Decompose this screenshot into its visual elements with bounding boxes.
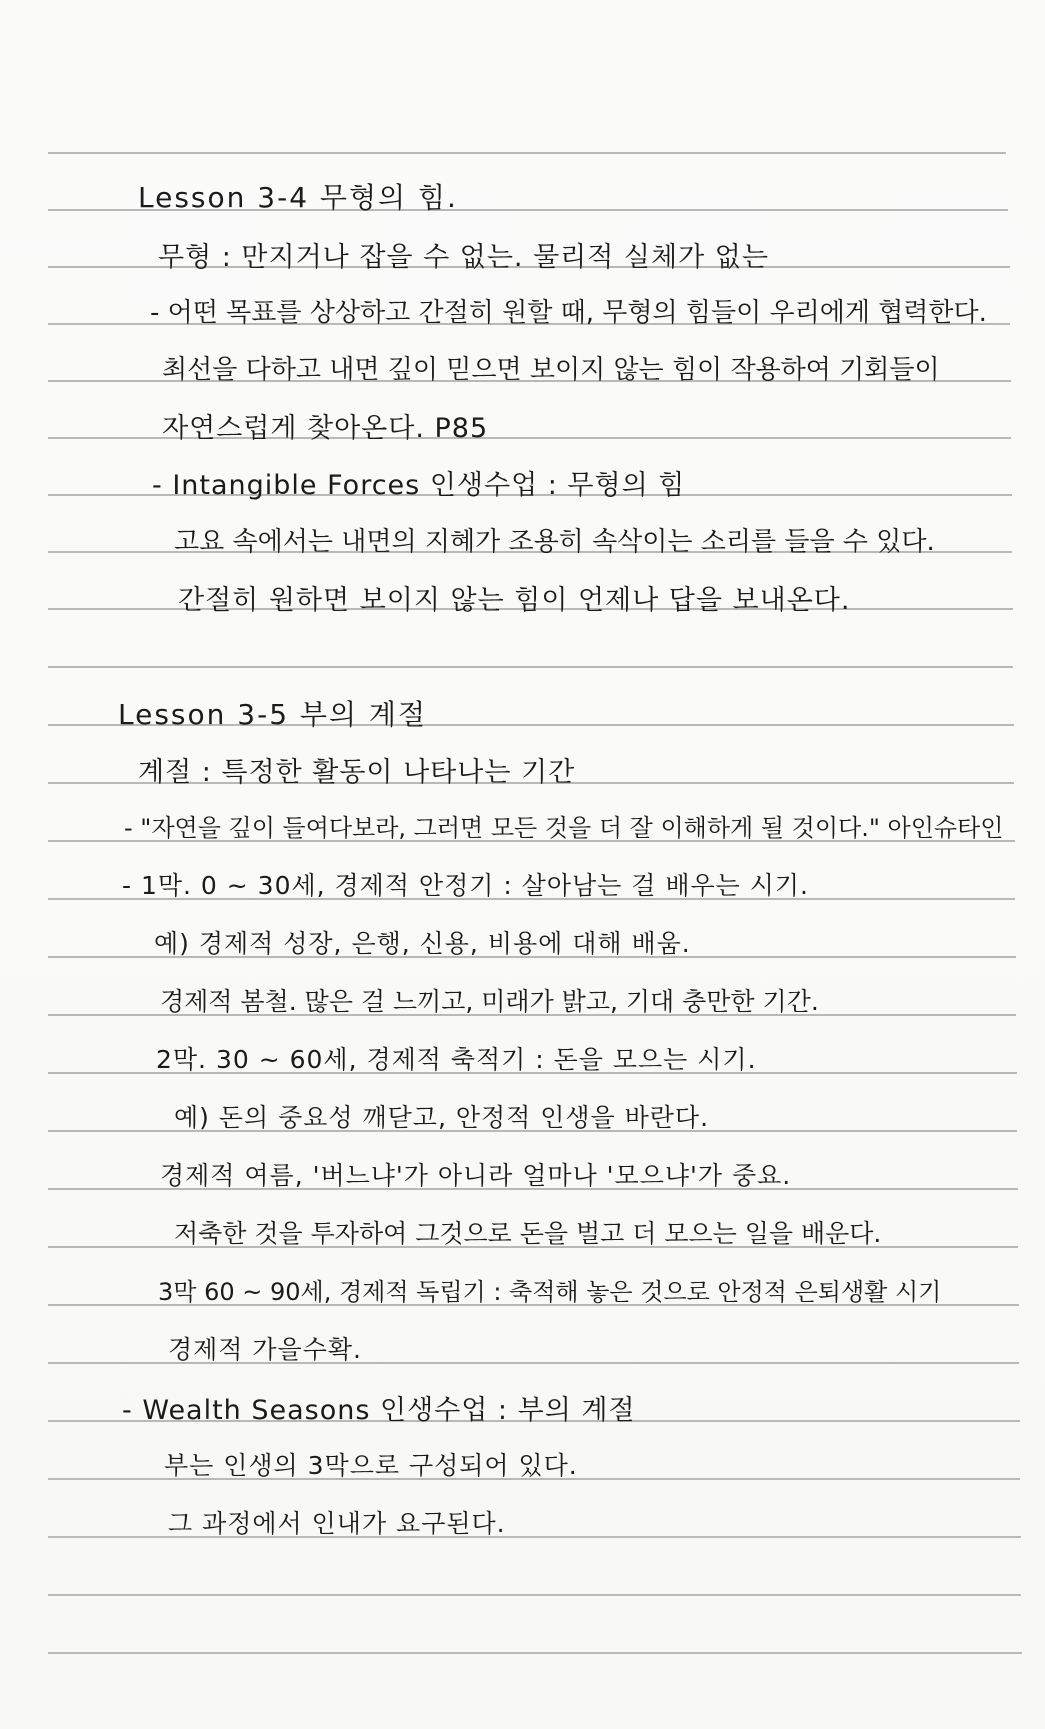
note-line: 예) 돈의 중요성 깨닫고, 안정적 인생을 바란다. [174,1103,710,1132]
note-line: - 1막. 0 ~ 30세, 경제적 안정기 : 살아남는 걸 배우는 시기. [122,871,809,900]
note-line: 고요 속에서는 내면의 지혜가 조용히 속삭이는 소리를 들을 수 있다. [174,527,935,557]
ruled-line [48,152,1006,154]
note-line: 예) 경제적 성장, 은행, 신용, 비용에 대해 배움. [154,929,691,958]
note-line: - 어떤 목표를 상상하고 간절히 원할 때, 무형의 힘들이 우리에게 협력한다. [150,298,987,328]
note-line: 경제적 여름, '버느냐'가 아니라 얼마나 '모으냐'가 중요. [160,1161,792,1190]
note-line: 간절히 원하면 보이지 않는 힘이 언제나 답을 보내온다. [178,585,851,616]
lesson-3-5-title: Lesson 3-5 부의 계절 [118,698,428,731]
ruled-line [48,1652,1022,1654]
note-line: 최선을 다하고 내면 깊이 믿으면 보이지 않는 힘이 작용하여 기회들이 [162,355,940,385]
note-line: 부는 인생의 3막으로 구성되어 있다. [164,1451,578,1480]
note-line: 경제적 봄철. 많은 걸 느끼고, 미래가 밝고, 기대 충만한 기간. [160,987,819,1016]
ruled-line [48,1594,1021,1596]
note-line: 무형 : 만지거나 잡을 수 없는. 물리적 실체가 없는 [158,242,769,273]
note-line: - Intangible Forces 인생수업 : 무형의 힘 [152,470,686,501]
ruled-line [48,666,1013,668]
note-line: 계절 : 특정한 활동이 나타나는 기간 [138,757,576,788]
lesson-3-4-title: Lesson 3-4 무형의 힘. [138,181,458,214]
note-line: - "자연을 깊이 들여다보라, 그러면 모든 것을 더 잘 이해하게 될 것이다." 아인슈타인 [124,814,1004,842]
note-line: 3막 60 ~ 90세, 경제적 독립기 : 축적해 놓은 것으로 안정적 은퇴생활 시기 [158,1278,942,1306]
note-line: 저축한 것을 투자하여 그것으로 돈을 벌고 더 모으는 일을 배운다. [174,1219,882,1248]
note-line: 2막. 30 ~ 60세, 경제적 축적기 : 돈을 모으는 시기. [156,1045,757,1074]
note-line: 경제적 가을수확. [168,1335,362,1364]
note-line: - Wealth Seasons 인생수업 : 부의 계절 [122,1395,636,1426]
note-line: 그 과정에서 인내가 요구된다. [168,1509,506,1538]
note-line: 자연스럽게 찾아온다. P85 [162,413,489,444]
